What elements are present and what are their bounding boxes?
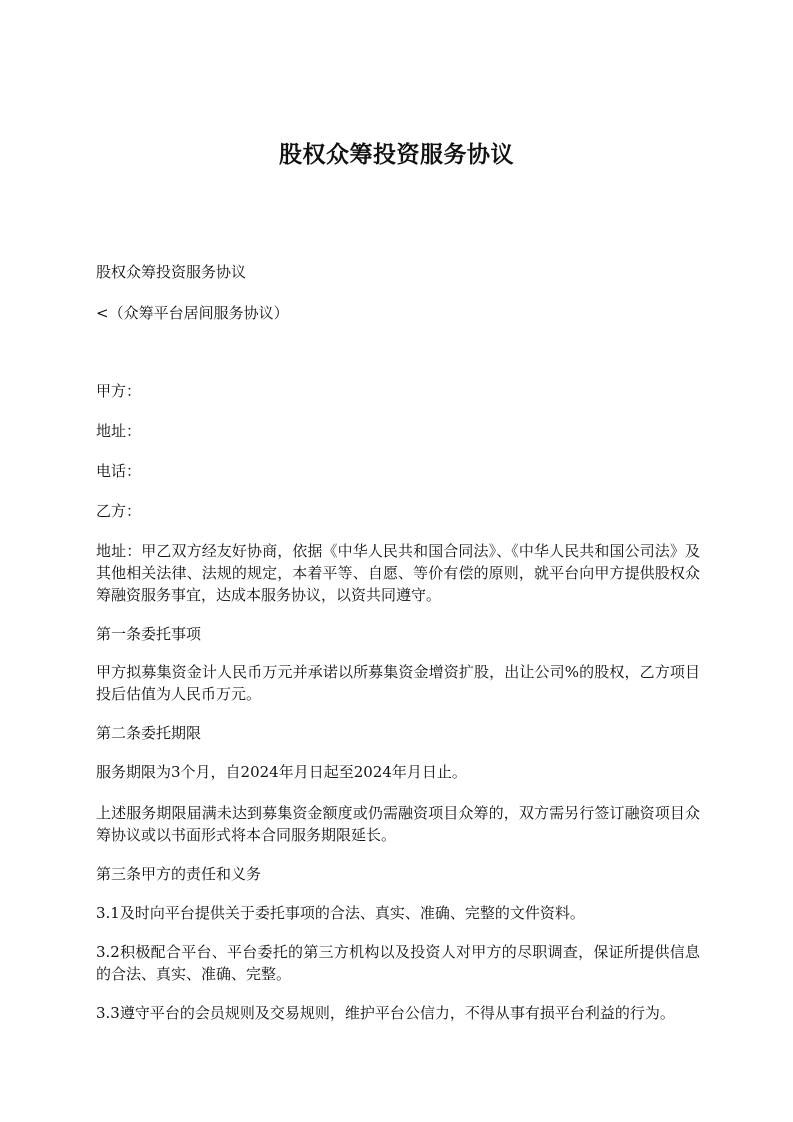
alt-title: <（众筹平台居间服务协议）: [96, 304, 289, 322]
article-1-text: 甲方拟募集资金计人民币万元并承诺以所募集资金增资扩股，出让公司%的股权，乙方项目投后估值为人民币万元。: [96, 663, 700, 703]
clause-3-1: 3.1及时向平台提供关于委托事项的合法、真实、准确、完整的文件资料。: [96, 904, 585, 922]
intro-paragraph: 地址：甲乙双方经友好协商，依据《中华人民共和国合同法》、《中华人民共和国公司法》及其他相关法律、法规的规定，本着平等、自愿、等价有偿的原则，就平台向甲方提供股权众筹融资服务事宜，达成本服务协议，以资共同遵守。: [96, 542, 700, 604]
address-label: 地址：: [96, 422, 142, 440]
article-2-text: 服务期限为3个月，自2024年月日起至2024年月日止。: [96, 763, 467, 781]
clause-3-3: 3.3遵守平台的会员规则及交易规则，维护平台公信力，不得从事有损平台利益的行为。: [96, 1004, 675, 1022]
article-2-text-2: 上述服务期限届满未达到募集资金额度或仍需融资项目众筹的，双方需另行签订融资项目众筹协议或以书面形式将本合同服务期限延长。: [96, 804, 700, 844]
subtitle: 股权众筹投资服务协议: [96, 263, 247, 281]
party-a-label: 甲方：: [96, 382, 142, 400]
article-3-heading: 第三条甲方的责任和义务: [96, 865, 262, 883]
article-2-heading: 第二条委托期限: [96, 724, 202, 742]
article-1-heading: 第一条委托事项: [96, 625, 202, 643]
clause-3-2: 3.2积极配合平台、平台委托的第三方机构以及投资人对甲方的尽职调查，保证所提供信息的合法、真实、准确、完整。: [96, 943, 700, 983]
party-b-label: 乙方：: [96, 502, 142, 520]
document-title: 股权众筹投资服务协议: [279, 141, 514, 168]
phone-label: 电话：: [96, 462, 142, 480]
